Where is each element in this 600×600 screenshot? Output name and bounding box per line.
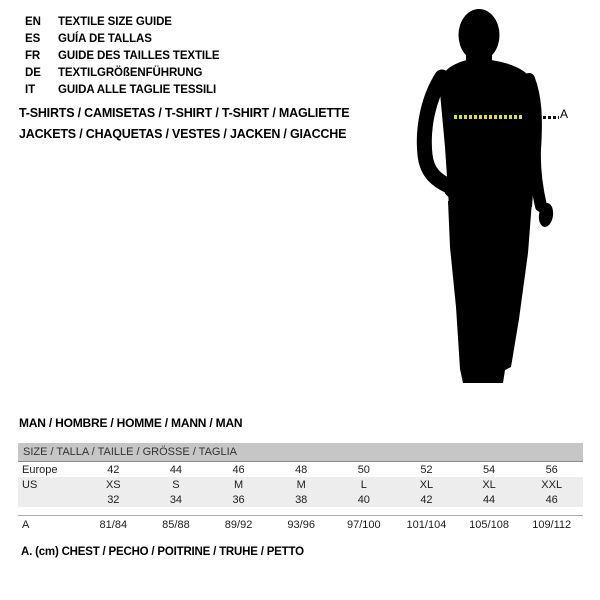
product-line-jackets: JACKETS / CHAQUETAS / VESTES / JACKEN / GIACCHE bbox=[19, 127, 347, 141]
table-cell: 93/96 bbox=[287, 519, 315, 531]
table-cell: L bbox=[360, 478, 367, 491]
table-cell: 44 bbox=[169, 463, 183, 476]
us-size-group bbox=[18, 477, 583, 507]
table-row-us-letters bbox=[18, 477, 583, 492]
table-cell: 54 bbox=[482, 463, 496, 476]
silhouette-legs bbox=[448, 201, 532, 383]
table-cell: 46 bbox=[232, 463, 245, 476]
size-table bbox=[18, 443, 583, 534]
table-cell: 36 bbox=[232, 493, 245, 506]
measurement-footnote: A. (cm) CHEST / PECHO / POITRINE / TRUHE / PETTO bbox=[21, 546, 304, 558]
language-label: GUIDE DES TAILLES TEXTILE bbox=[58, 49, 220, 62]
row-label: A bbox=[22, 519, 30, 531]
language-code: FR bbox=[25, 49, 41, 62]
table-cell: 89/92 bbox=[224, 519, 253, 531]
language-row-it bbox=[25, 82, 220, 99]
silhouette-left-hand bbox=[444, 180, 462, 198]
table-cell: XS bbox=[105, 478, 121, 491]
table-cell: 97/100 bbox=[346, 519, 381, 531]
language-row-en bbox=[25, 13, 220, 30]
gender-title: MAN / HOMBRE / HOMME / MANN / MAN bbox=[19, 416, 243, 430]
table-cell: 109/112 bbox=[532, 519, 572, 531]
table-cell: 52 bbox=[420, 463, 433, 476]
table-row-europe bbox=[18, 462, 583, 477]
table-cell: 42 bbox=[420, 493, 433, 506]
size-table-header: SIZE / TALLA / TAILLE / GRÖSSE / TAGLIA bbox=[18, 443, 583, 462]
table-row-us-numbers bbox=[18, 492, 583, 507]
table-cell: 42 bbox=[107, 463, 120, 476]
table-cell: 85/88 bbox=[162, 519, 190, 531]
table-cell: 38 bbox=[295, 493, 308, 506]
table-spacer bbox=[18, 507, 583, 515]
language-label: TEXTILGRÖßENFÜHRUNG bbox=[58, 67, 203, 80]
language-code: ES bbox=[25, 32, 41, 45]
measure-leader-dashes bbox=[543, 116, 559, 119]
table-cell: 105/108 bbox=[469, 519, 509, 531]
language-code: DE bbox=[25, 67, 41, 80]
table-cell: M bbox=[233, 478, 244, 491]
language-label: TEXTILE SIZE GUIDE bbox=[58, 15, 172, 28]
language-row-fr bbox=[25, 47, 220, 64]
table-cell: 50 bbox=[357, 463, 370, 476]
row-label: US bbox=[22, 478, 38, 491]
table-cell: 81/84 bbox=[99, 519, 128, 531]
table-row-chest-measure bbox=[18, 516, 583, 534]
table-cell: 44 bbox=[482, 493, 496, 506]
table-cell: XL bbox=[482, 478, 496, 491]
table-cell: S bbox=[172, 478, 180, 491]
language-label: GUIDA ALLE TAGLIE TESSILI bbox=[58, 84, 217, 97]
language-code: EN bbox=[25, 15, 41, 28]
table-cell: M bbox=[296, 478, 306, 491]
table-cell: XL bbox=[419, 478, 434, 491]
chest-measure-dash-line bbox=[454, 115, 523, 119]
table-cell: 40 bbox=[357, 493, 370, 506]
table-cell: 46 bbox=[545, 493, 558, 506]
table-cell: 34 bbox=[169, 493, 183, 506]
language-code: IT bbox=[25, 84, 36, 97]
language-row-de bbox=[25, 65, 220, 82]
table-cell: 48 bbox=[295, 463, 308, 476]
man-silhouette-svg bbox=[415, 7, 565, 387]
product-categories bbox=[19, 103, 349, 145]
language-label: GUÍA DE TALLAS bbox=[58, 32, 152, 45]
table-cell: 101/104 bbox=[406, 519, 447, 531]
language-list bbox=[25, 13, 220, 99]
row-label: Europe bbox=[22, 463, 58, 476]
language-row-es bbox=[25, 30, 220, 47]
measure-label-a: A bbox=[560, 107, 569, 121]
product-line-tshirts: T-SHIRTS / CAMISETAS / T-SHIRT / T-SHIRT / MAGLIETTE bbox=[19, 106, 350, 120]
table-cell: XXL bbox=[541, 478, 563, 491]
table-cell: 56 bbox=[545, 463, 558, 476]
table-cell: 32 bbox=[107, 493, 120, 506]
